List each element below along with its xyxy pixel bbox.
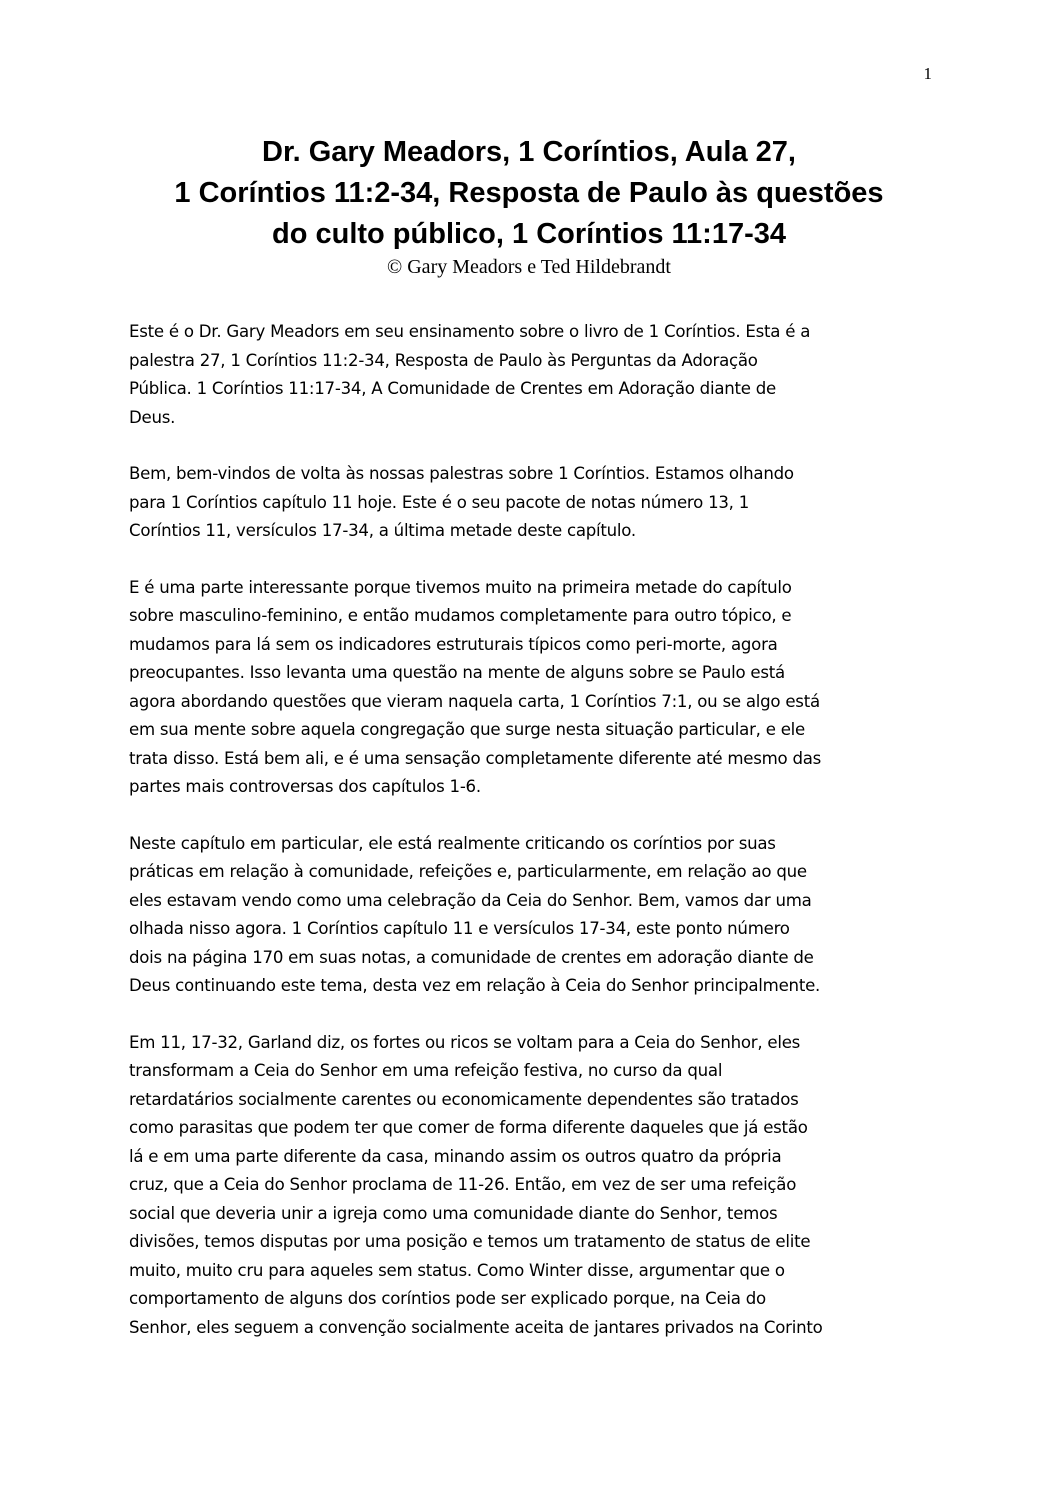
paragraph-4 [129,830,929,1001]
text-line: divisões, temos disputas por uma posição e temos um tratamento de status de elite [129,1232,811,1251]
text-line: Este é o Dr. Gary Meadors em seu ensinamento sobre o livro de 1 Coríntios. Esta é a [129,322,811,341]
text-line: em sua mente sobre aquela congregação que surge nesta situação particular, e ele [129,720,805,739]
page-number: 1 [923,64,932,83]
text-line: Pública. 1 Coríntios 11:17-34, A Comunidade de Crentes em Adoração diante de [129,379,776,398]
text-line: E é uma parte interessante porque tivemos muito na primeira metade do capítulo [129,577,792,597]
text-line: partes mais controversas dos capítulos 1-6. [129,777,481,796]
text-line: trata disso. Está bem ali, e é uma sensação completamente diferente até mesmo das [129,748,822,768]
text-line: Em 11, 17-32, Garland diz, os fortes ou ricos se voltam para a Ceia do Senhor, eles [129,1032,801,1052]
text-line: Deus continuando este tema, desta vez em relação à Ceia do Senhor principalmente. [129,976,821,995]
text-line: eles estavam vendo como uma celebração da Ceia do Senhor. Bem, vamos dar uma [129,890,812,910]
copyright-line: © Gary Meadors e Ted Hildebrandt [387,256,671,278]
text-line: Coríntios 11, versículos 17-34, a última metade deste capítulo. [129,521,636,540]
text-line: muito, muito cru para aqueles sem status. Como Winter disse, argumentar que o [129,1260,785,1280]
text-line: cruz, que a Ceia do Senhor proclama de 11-26. Então, em vez de ser uma refeição [129,1175,797,1194]
title-line-3: do culto público, 1 Coríntios 11:17-34 [271,218,787,250]
paragraph-5 [129,1029,929,1343]
text-line: mudamos para lá sem os indicadores estruturais típicos como peri-morte, agora [129,634,778,654]
text-line: sobre masculino-feminino, e então mudamos completamente para outro tópico, e [129,606,792,625]
body-text [129,318,929,1370]
text-line: comportamento de alguns dos coríntios pode ser explicado porque, na Ceia do [129,1289,766,1308]
text-line: olhada nisso agora. 1 Coríntios capítulo 11 e versículos 17-34, este ponto número [129,919,790,938]
text-line: Senhor, eles seguem a convenção socialmente aceita de jantares privados na Corinto [129,1317,823,1337]
text-line: palestra 27, 1 Coríntios 11:2-34, Resposta de Paulo às Perguntas da Adoração [129,350,758,370]
text-line: para 1 Coríntios capítulo 11 hoje. Este é o seu pacote de notas número 13, 1 [129,492,750,512]
text-line: Bem, bem-vindos de volta às nossas palestras sobre 1 Coríntios. Estamos olhando [129,464,794,483]
text-line: lá e em uma parte diferente da casa, minando assim os outros quatro da própria [129,1146,782,1166]
text-line: práticas em relação à comunidade, refeições e, particularmente, em relação ao que [129,862,807,881]
text-line: Deus. [129,407,176,427]
text-line: Neste capítulo em particular, ele está realmente criticando os coríntios por suas [129,833,776,853]
text-line: agora abordando questões que vieram naquela carta, 1 Coríntios 7:1, ou se algo está [129,691,820,711]
paragraph-1 [129,318,929,432]
text-line: transformam a Ceia do Senhor em uma refeição festiva, no curso da qual [129,1061,723,1080]
text-line: retardatários socialmente carentes ou economicamente dependentes são tratados [129,1089,799,1109]
text-line: social que deveria unir a igreja como uma comunidade diante do Senhor, temos [129,1203,778,1223]
document-title [100,132,958,279]
paragraph-3 [129,574,929,802]
title-line-1: Dr. Gary Meadors, 1 Coríntios, Aula 27, [262,136,796,168]
text-line: preocupantes. Isso levanta uma questão na mente de alguns sobre se Paulo está [129,663,785,682]
title-line-2: 1 Coríntios 11:2-34, Resposta de Paulo às questões [174,177,884,209]
paragraph-2 [129,460,929,546]
text-line: como parasitas que podem ter que comer de forma diferente daqueles que já estão [129,1118,808,1137]
text-line: dois na página 170 em suas notas, a comunidade de crentes em adoração diante de [129,947,814,967]
